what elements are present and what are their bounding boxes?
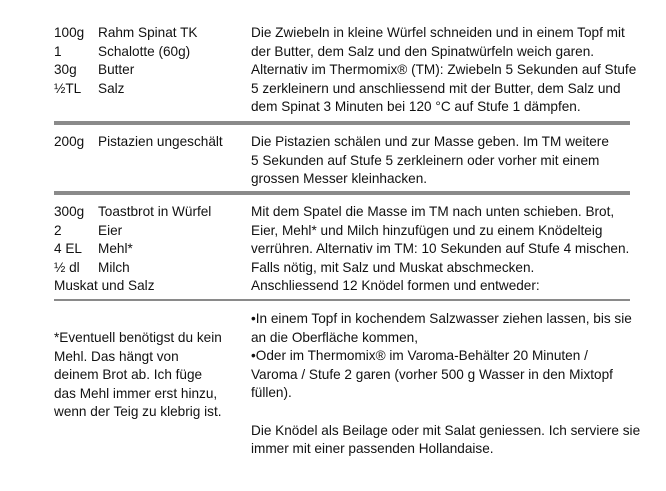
instruction-line: Falls nötig, mit Salz und Muskat abschmecken.: [251, 259, 535, 275]
footnote-block: [54, 329, 239, 422]
section-divider: [54, 191, 630, 195]
footnote-line: das Mehl immer erst hinzu,: [54, 385, 218, 401]
ingredient-name: Butter: [98, 62, 135, 78]
instruction-line: grossen Messer kleinhacken.: [251, 171, 428, 187]
footnote-line: Mehl. Das hängt von: [54, 348, 179, 364]
ingredient-name: Rahm Spinat TK: [98, 25, 198, 40]
ingredient-qty: 4 EL: [54, 241, 82, 257]
ingredient-row: [54, 43, 239, 62]
ingredient-qty: ½TL: [54, 80, 82, 96]
closing-line: Die Knödel als Beilage oder mit Salat geniessen. Ich serviere sie: [251, 422, 641, 438]
ingredient-qty: ½ dl: [54, 259, 80, 275]
footnote-line: deinem Brot ab. Ich füge: [54, 367, 203, 383]
ingredient-qty: 100g: [54, 25, 85, 40]
ingredient-name: Milch: [98, 259, 130, 275]
instructions-block-1: [251, 24, 651, 117]
section-divider: [54, 121, 630, 125]
ingredient-row: [54, 61, 239, 80]
instruction-line: Alternativ im Thermomix® (TM): Zwiebeln 5 Sekunden auf Stufe: [251, 62, 637, 78]
ingredients-block-1: [54, 24, 239, 98]
ingredient-name: Toastbrot in Würfel: [98, 204, 212, 219]
ingredient-name: Pistazien ungeschält: [98, 134, 223, 149]
ingredient-qty: 1: [54, 43, 62, 59]
ingredient-extra: Muskat und Salz: [54, 278, 155, 294]
ingredient-row: [54, 259, 239, 278]
instruction-line: füllen).: [251, 385, 292, 401]
footnote-line: wenn der Teig zu klebrig ist.: [54, 404, 222, 420]
ingredient-row: [54, 133, 239, 152]
instruction-line: der Butter, dem Salz und den Spinatwürfeln weich garen.: [251, 43, 595, 59]
instruction-line: Die Pistazien schälen und zur Masse geben. Im TM weitere: [251, 134, 609, 149]
instruction-line: verrühren. Alternativ im TM: 10 Sekunden auf Stufe 4 mischen.: [251, 241, 630, 257]
ingredient-qty: 2: [54, 222, 62, 238]
ingredient-qty: 200g: [54, 134, 85, 149]
instructions-block-3: [251, 203, 651, 296]
ingredient-name: Schalotte (60g): [98, 43, 191, 59]
instruction-line: •In einem Topf in kochendem Salzwasser ziehen lassen, bis sie: [251, 311, 632, 326]
instruction-line: Mit dem Spatel die Masse im TM nach unten schieben. Brot,: [251, 204, 615, 219]
closing-line: immer mit einer passenden Hollandaise.: [251, 441, 494, 457]
instruction-line: Anschliessend 12 Knödel formen und entweder:: [251, 278, 540, 294]
ingredient-qty: 300g: [54, 204, 85, 219]
instruction-line: Varoma / Stufe 2 garen (vorher 500 g Wasser in den Mixtopf: [251, 366, 613, 382]
ingredient-name: Salz: [98, 80, 125, 96]
section-divider: [54, 299, 630, 301]
ingredient-row: [54, 222, 239, 241]
ingredient-row: [54, 240, 239, 259]
ingredient-name: Mehl*: [98, 241, 133, 257]
instruction-line: Die Zwiebeln in kleine Würfel schneiden und in einem Topf mit: [251, 25, 625, 40]
instructions-block-4: [251, 310, 651, 459]
ingredients-block-2: [54, 133, 239, 152]
ingredient-row: [54, 80, 239, 99]
instruction-line: dem Spinat 3 Minuten bei 120 °C auf Stufe 1 dämpfen.: [251, 99, 581, 115]
ingredient-row: [54, 24, 239, 43]
ingredient-row: [54, 203, 239, 222]
footnote-line: *Eventuell benötigst du kein: [54, 330, 222, 345]
ingredient-name: Eier: [98, 222, 123, 238]
instruction-line: 5 Sekunden auf Stufe 5 zerkleinern oder vorher mit einem: [251, 152, 600, 168]
instruction-line: •Oder im Thermomix® im Varoma-Behälter 20 Minuten /: [251, 348, 588, 364]
ingredient-qty: 30g: [54, 62, 77, 78]
instruction-line: Eier, Mehl* und Milch hinzufügen und zu einem Knödelteig: [251, 222, 603, 238]
instructions-block-2: [251, 133, 651, 189]
instruction-line: an die Oberfläche kommen,: [251, 329, 418, 345]
instruction-line: 5 zerkleinern und anschliessend mit der Butter, dem Salz und: [251, 80, 621, 96]
spacer: [251, 403, 651, 422]
ingredients-block-3: [54, 203, 239, 296]
